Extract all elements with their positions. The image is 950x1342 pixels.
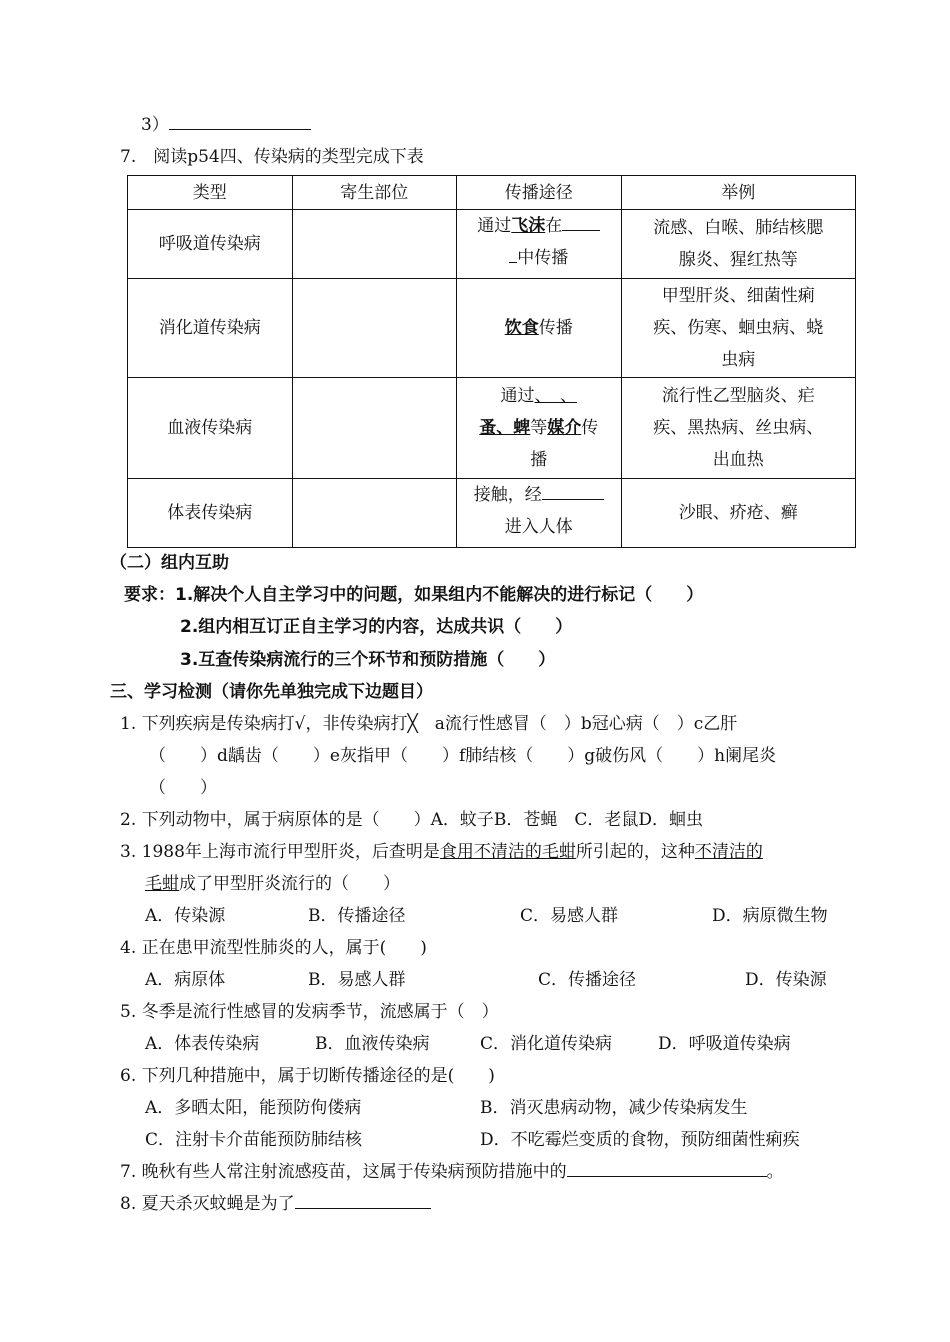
keyword: 媒介	[547, 418, 582, 438]
table-header-row	[128, 176, 856, 210]
option-b[interactable]: B．血液传染病	[315, 1034, 430, 1054]
question-7-title: 7. 阅读p54四、传染病的类型完成下表	[120, 147, 424, 167]
type-cell: 呼吸道传染病	[128, 210, 293, 279]
table-row	[128, 479, 856, 548]
route-cell: 通过飞沫在 中传播	[457, 210, 622, 279]
site-cell[interactable]	[292, 378, 457, 479]
question-8: 8. 夏天杀灭蚊蝇是为了	[120, 1189, 431, 1214]
example-cell: 沙眼、疥疮、癣	[621, 479, 855, 548]
question-3-line-2: 毛蚶成了甲型肝炎流行的（ ）	[145, 874, 400, 894]
keyword: 飞沫	[511, 216, 546, 236]
table-row	[128, 279, 856, 378]
disease-type-table	[127, 175, 856, 548]
option-a[interactable]: A．多晒太阳，能预防佝偻病	[145, 1098, 362, 1118]
answer-blank[interactable]	[542, 483, 604, 500]
question-1-line-1: 1. 下列疾病是传染病打√，非传染病打╳ a流行性感冒（ ）b冠心病（ ）c乙肝	[120, 714, 738, 734]
requirement-1: 要求：1.解决个人自主学习中的问题，如果组内不能解决的进行标记（ ）	[124, 585, 704, 605]
option-c[interactable]: C．注射卡介苗能预防肺结核	[145, 1130, 363, 1150]
requirement-3: 3.互查传染病流行的三个环节和预防措施（ ）	[180, 650, 556, 670]
option-a[interactable]: A．传染源	[145, 906, 226, 926]
route-cell: 通过、 、 蚤、蜱等媒介传 播	[457, 378, 622, 479]
question-4: 4. 正在患甲流型性肺炎的人，属于( )	[120, 938, 427, 958]
site-cell[interactable]	[292, 210, 457, 279]
keyword: 蚤、蜱	[479, 418, 531, 438]
example-cell: 甲型肝炎、细菌性痢 疾、伤寒、蛔虫病、蛲 虫病	[621, 279, 855, 378]
question-7: 7. 晚秋有些人常注射流感疫苗，这属于传染病预防措施中的 。	[120, 1162, 784, 1182]
table-row	[128, 210, 856, 279]
type-cell: 消化道传染病	[128, 279, 293, 378]
underlined-phrase: 毛蚶	[145, 874, 179, 894]
answer-blank[interactable]	[295, 1192, 431, 1209]
keyword: 饮食	[504, 318, 539, 338]
option-d[interactable]: D．不吃霉烂变质的食物，预防细菌性痢疾	[480, 1130, 800, 1150]
answer-blank[interactable]	[567, 1160, 767, 1177]
section-3-title: 三、学习检测（请你先单独完成下边题目）	[110, 682, 433, 702]
question-3-line-1: 3. 1988年上海市流行甲型肝炎，后查明是食用不清洁的毛蚶所引起的，这种不清洁的	[120, 842, 763, 862]
item-3-label: 3）	[141, 115, 169, 135]
site-cell[interactable]	[292, 279, 457, 378]
question-1-line-2: （ ）d龋齿（ ）e灰指甲（ ）f肺结核（ ）g破伤风（ ）h阑尾炎	[149, 746, 777, 766]
answer-blank[interactable]	[169, 113, 311, 130]
option-c[interactable]: C．传播途径	[538, 970, 637, 990]
table-header: 传播途径	[457, 176, 622, 210]
option-a[interactable]: A．病原体	[145, 970, 226, 990]
option-d[interactable]: D．传染源	[745, 970, 827, 990]
table-header: 举例	[621, 176, 855, 210]
option-c[interactable]: C．消化道传染病	[480, 1034, 613, 1054]
type-cell: 体表传染病	[128, 479, 293, 548]
answer-blank[interactable]	[562, 214, 600, 231]
table-row	[128, 378, 856, 479]
table-header: 类型	[128, 176, 293, 210]
site-cell[interactable]	[292, 479, 457, 548]
option-a[interactable]: A．体表传染病	[145, 1034, 260, 1054]
question-1-line-3: （ ）	[149, 778, 217, 798]
question-6: 6. 下列几种措施中，属于切断传播途径的是( )	[120, 1066, 495, 1086]
option-d[interactable]: D．病原微生物	[712, 906, 828, 926]
option-b[interactable]: B．消灭患病动物，减少传染病发生	[480, 1098, 748, 1118]
underlined-phrase: 不清洁的	[694, 842, 763, 862]
requirement-2: 2.组内相互订正自主学习的内容，达成共识（ ）	[180, 617, 573, 637]
question-2: 2. 下列动物中，属于病原体的是（ ）A．蚊子B．苍蝇 C．老鼠D．蛔虫	[120, 810, 704, 830]
item-3	[141, 110, 311, 135]
example-cell: 流感、白喉、肺结核腮 腺炎、猩红热等	[621, 210, 855, 279]
question-5: 5. 冬季是流行性感冒的发病季节，流感属于（ ）	[120, 1002, 499, 1022]
option-b[interactable]: B．易感人群	[308, 970, 406, 990]
route-cell: 接触，经 进入人体	[457, 479, 622, 548]
option-c[interactable]: C．易感人群	[520, 906, 619, 926]
type-cell: 血液传染病	[128, 378, 293, 479]
answer-blank[interactable]: 、 、	[534, 386, 578, 406]
option-d[interactable]: D．呼吸道传染病	[658, 1034, 791, 1054]
table-header: 寄生部位	[292, 176, 457, 210]
option-b[interactable]: B．传播途径	[308, 906, 406, 926]
example-cell: 流行性乙型脑炎、疟 疾、黑热病、丝虫病、 出血热	[621, 378, 855, 479]
section-2-title: （二）组内互助	[110, 553, 229, 573]
underlined-phrase: 食用不清洁的毛蚶	[439, 842, 576, 862]
route-cell: 饮食传播	[457, 279, 622, 378]
